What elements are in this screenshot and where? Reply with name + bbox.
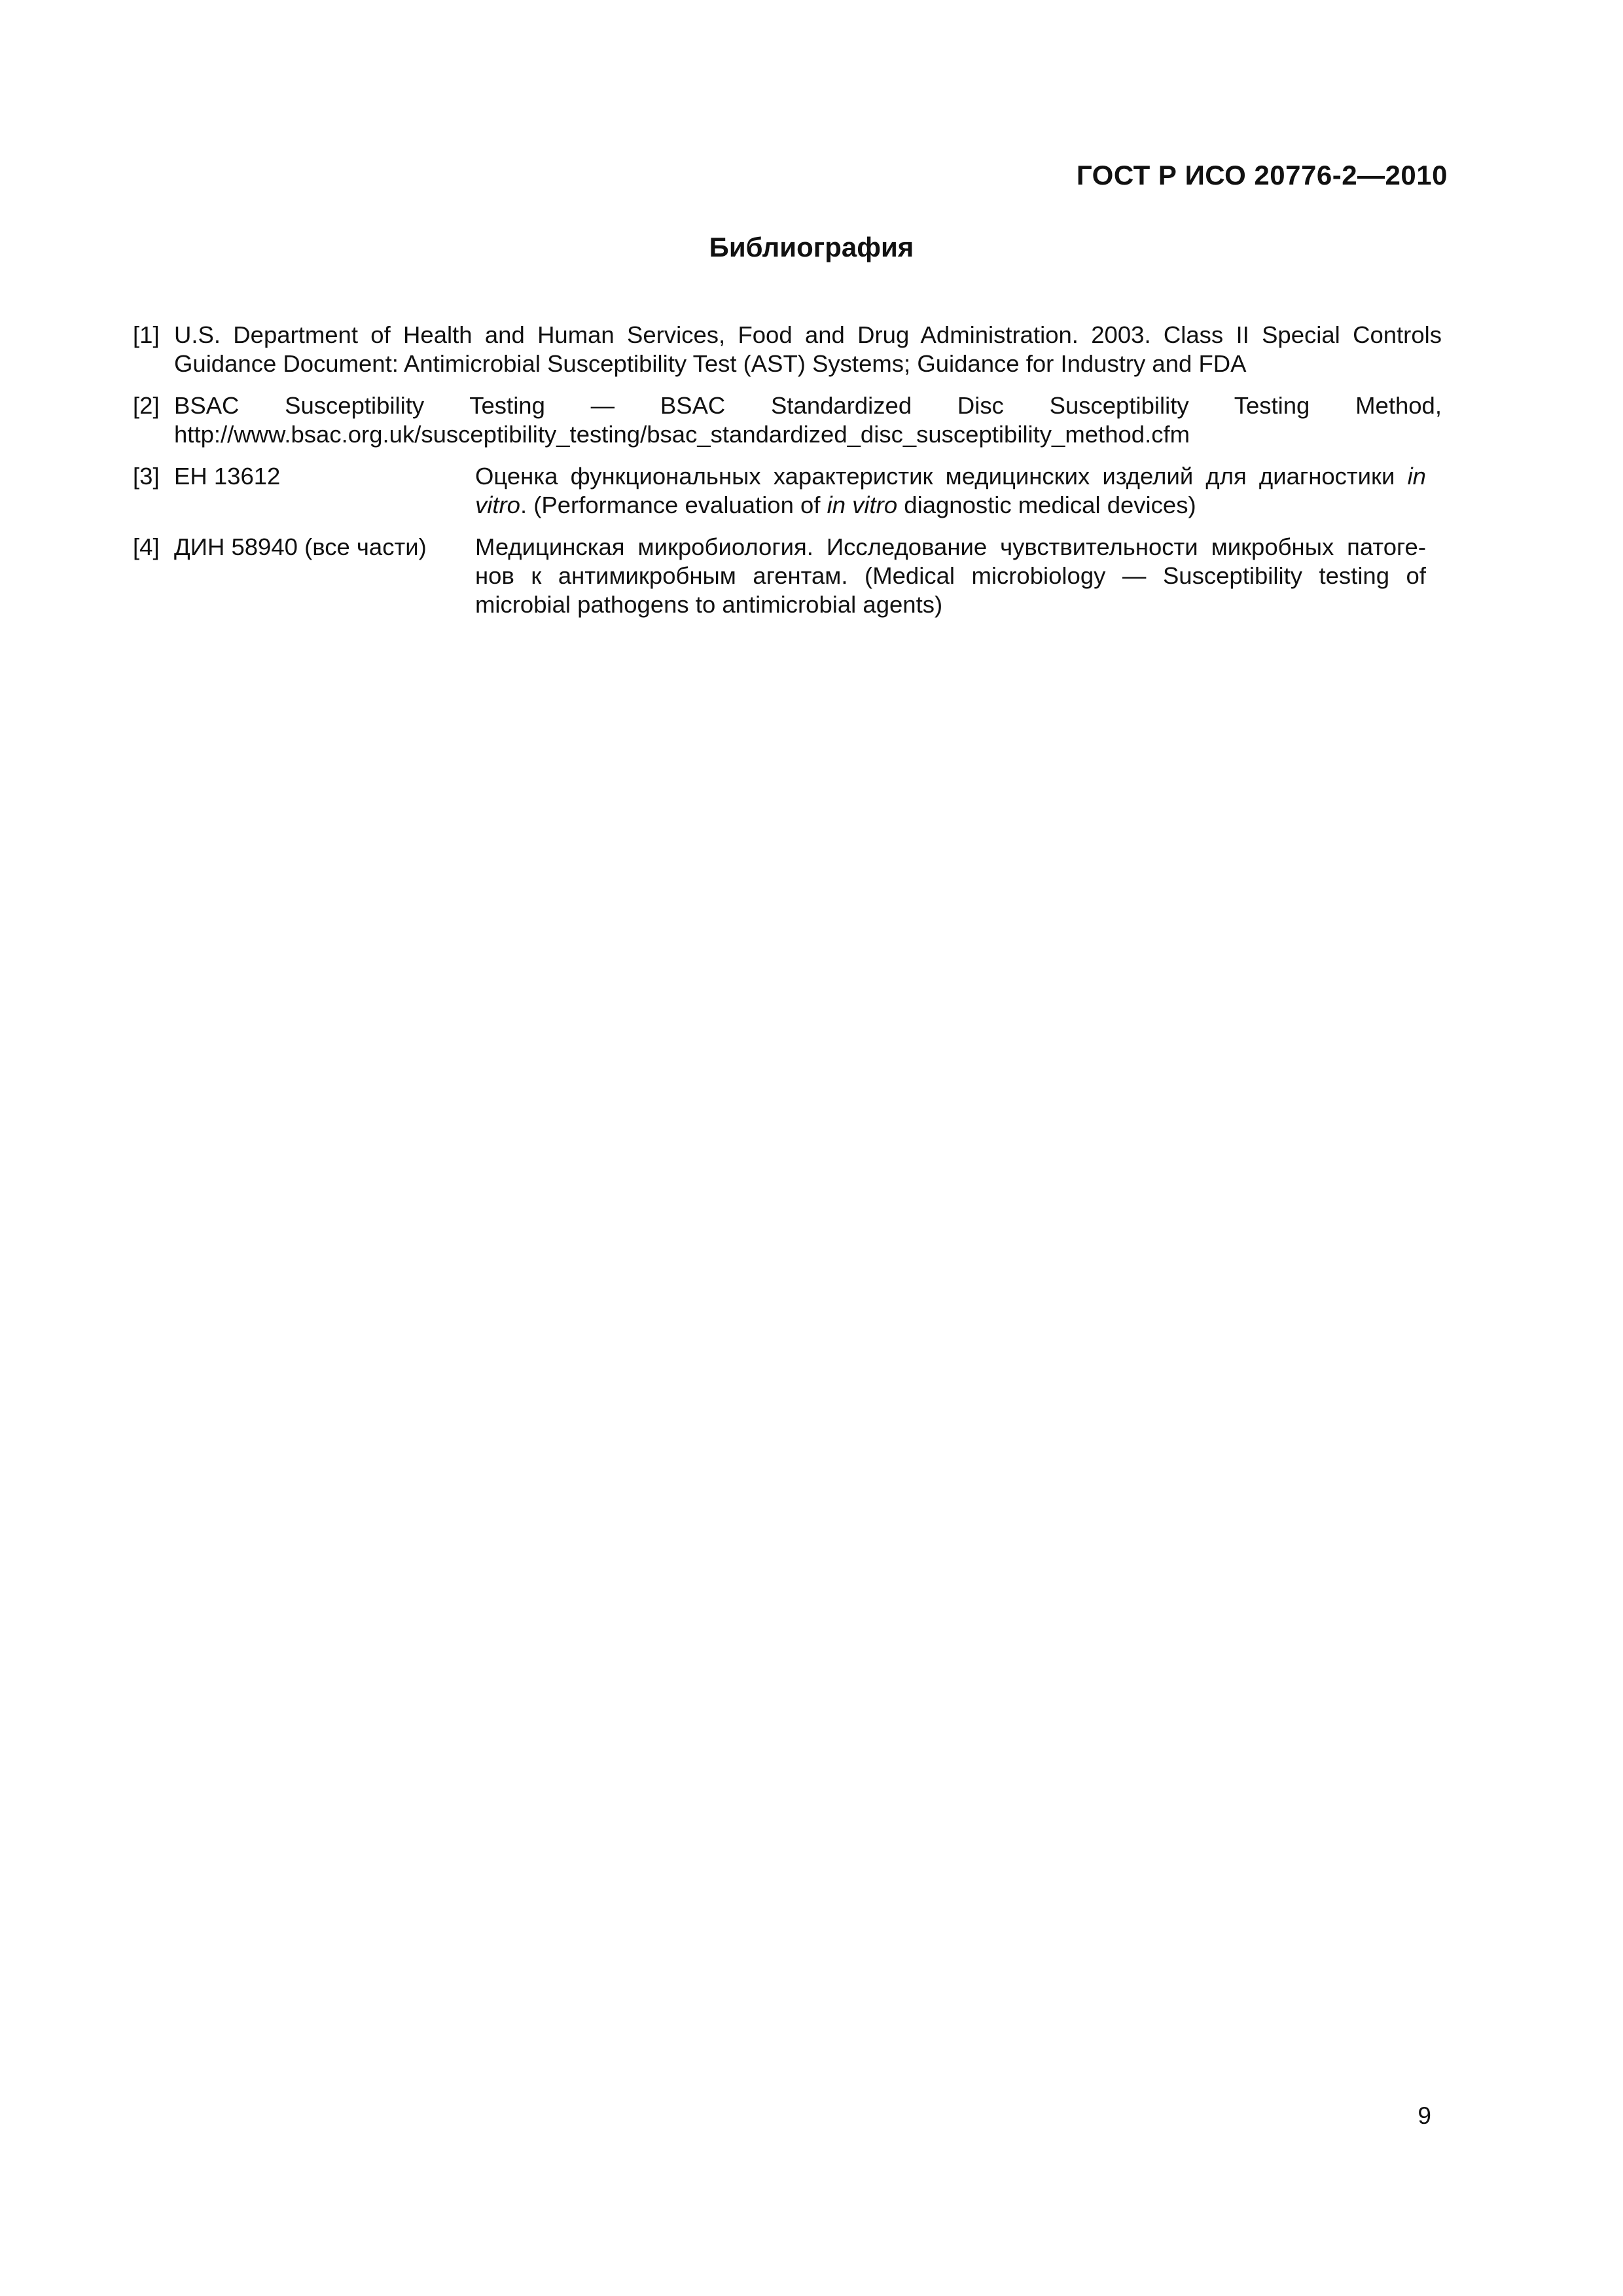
entry-number: [3] — [133, 463, 160, 490]
entry-text: . (Performance evaluation of — [520, 492, 827, 518]
page-number: 9 — [1418, 2102, 1431, 2129]
entry-text: diagnostic medical devices) — [897, 492, 1196, 518]
entry-reference: ЕН 13612 — [174, 463, 281, 490]
entry-number: [2] — [133, 392, 160, 419]
entry-text-italic: vitro — [475, 492, 520, 518]
document-code: ГОСТ Р ИСО 20776-2—2010 — [1076, 160, 1448, 190]
entry-text-italic: in — [1407, 463, 1426, 490]
bibliography-entry-4 — [133, 533, 1442, 619]
entry-text-line: Медицинская микробиология. Исследование чувствительности микробных патоге- — [475, 533, 1426, 560]
bibliography-list — [133, 321, 1442, 632]
entry-url: http://www.bsac.org.uk/susceptibility_testing/bsac_standardized_disc_susceptibility_method.cfm — [174, 421, 1190, 448]
entry-number: [1] — [133, 321, 160, 348]
entry-description — [475, 462, 1426, 520]
bibliography-entry-2 — [133, 391, 1442, 449]
entry-text-line: нов к антимикробным агентам. (Medical microbiology — Susceptibility testing of — [475, 562, 1426, 589]
entry-text-line: BSAC Susceptibility Testing — BSAC Standardized Disc Susceptibility Testing Method, — [174, 392, 1442, 419]
entry-text-line: U.S. Department of Health and Human Services, Food and Drug Administration. 2003. Class II Special Controls — [174, 321, 1442, 348]
entry-reference: ДИН 58940 (все части) — [174, 533, 427, 560]
entry-number: [4] — [133, 533, 160, 560]
bibliography-entry-1 — [133, 321, 1442, 378]
entry-text-italic: in vitro — [827, 492, 898, 518]
entry-description — [475, 533, 1426, 619]
bibliography-entry-3 — [133, 462, 1442, 520]
entry-text-line: Guidance Document: Antimicrobial Susceptibility Test (AST) Systems; Guidance for Industry and FDA — [174, 350, 1247, 377]
entry-text-line: microbial pathogens to antimicrobial agents) — [475, 591, 943, 618]
section-title: Библиография — [709, 232, 914, 262]
entry-text: Оценка функциональных характеристик медицинских изделий для диагностики — [475, 463, 1408, 490]
